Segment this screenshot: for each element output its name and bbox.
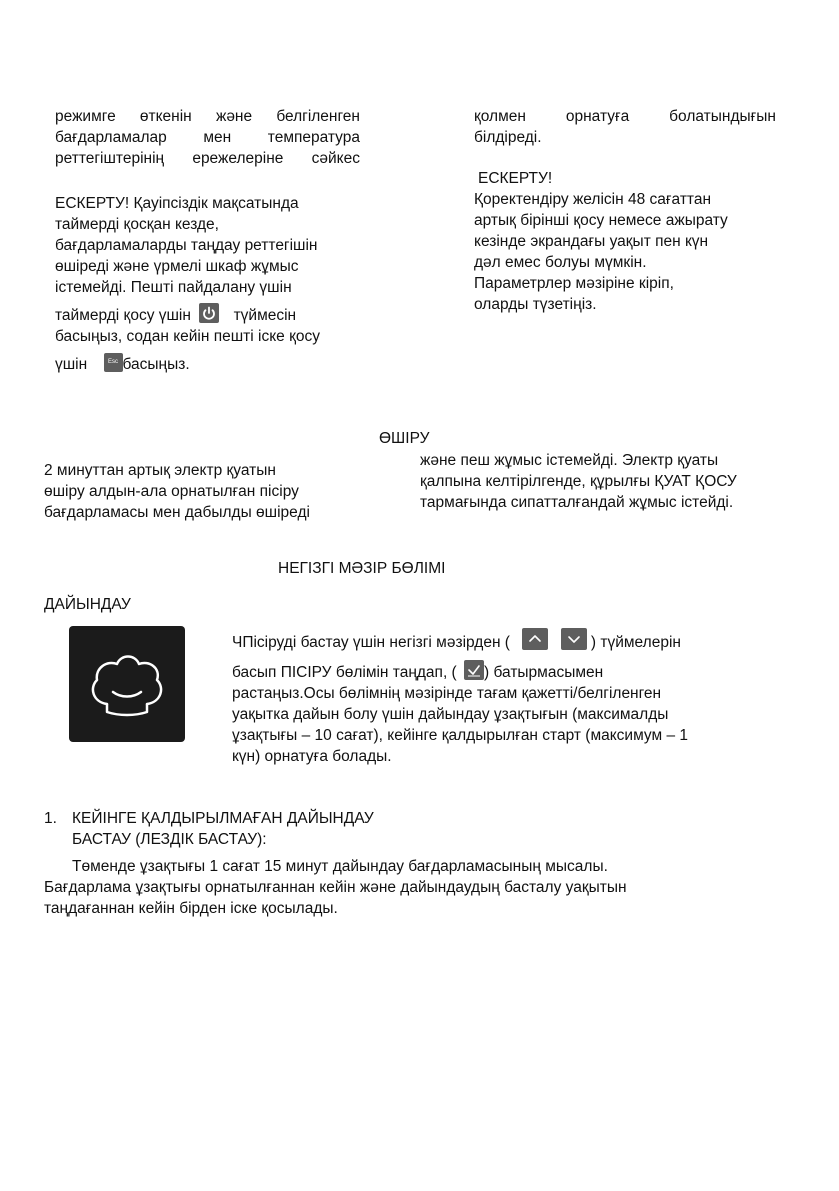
confirm-check-icon: [464, 660, 484, 680]
off-line: бағдарламасы мен дабылды өшіреді: [44, 504, 310, 521]
warning-title: ЕСКЕРТУ!: [478, 170, 553, 187]
warning-text: басыңыз.: [122, 356, 190, 373]
main-menu-title: НЕГІЗГІ МӘЗІР БӨЛІМІ: [278, 560, 446, 577]
warning-line: бағдарламаларды таңдау реттегішін: [55, 237, 318, 254]
off-section-title: ӨШІРУ: [379, 430, 430, 447]
esc-key-label: Esc: [108, 359, 119, 365]
cooking-line-arrows: [232, 628, 792, 653]
cooking-description: [232, 628, 792, 767]
cooking-line-confirm: [232, 660, 792, 683]
warning-line: кезінде экрандағы уақыт пен күн: [474, 233, 709, 250]
instant-start-title-line: КЕЙІНГЕ ҚАЛДЫРЫЛМАҒАН ДАЙЫНДАУ: [72, 810, 374, 827]
instant-start-line: Төменде ұзақтығы 1 сағат 15 минут дайындау бағдарламасының мысалы.: [72, 858, 608, 875]
chef-hat-icon: [69, 626, 185, 742]
warning-line: артық бірінші қосу немесе ажырату: [474, 212, 728, 229]
warning-line: басыңыз, содан кейін пешті іске қосу: [55, 328, 321, 345]
cooking-text: ) түймелерін: [590, 634, 681, 651]
off-line: және пеш жұмыс істемейді. Электр қуаты: [420, 452, 719, 469]
cooking-text: басып ПІСІРУ бөлімін таңдап, (: [232, 664, 457, 681]
warning-line: Параметрлер мәзіріне кіріп,: [474, 275, 674, 292]
warning-text: түймесін: [233, 307, 297, 324]
off-line: тармағында сипатталғандай жұмыс істейді.: [420, 494, 734, 511]
power-warning-paragraph: [474, 168, 794, 315]
left-intro-line: реттегіштерінің ережелеріне сәйкес: [55, 150, 360, 167]
left-intro-line: бағдарламалар мен температура: [55, 129, 360, 146]
right-intro-paragraph: [474, 106, 776, 148]
cooking-text: ЧПісіруді бастау үшін негізгі мәзірден (: [232, 634, 510, 651]
warning-line: дәл емес болуы мүмкін.: [474, 254, 647, 271]
instant-start-title-line: БАСТАУ (ЛЕЗДІК БАСТАУ):: [72, 831, 267, 848]
warning-line: өшіреді және үрмелі шкаф жұмыс: [55, 258, 299, 275]
instant-start-body: [44, 856, 804, 919]
left-intro-paragraph: [55, 106, 360, 169]
off-right-paragraph: [420, 450, 800, 513]
warning-line-esc: [55, 353, 385, 375]
warning-line: оларды түзетіңіз.: [474, 296, 597, 313]
esc-key-icon: [104, 353, 123, 372]
cooking-line: күн) орнатуға болады.: [232, 748, 392, 765]
right-intro-line: білдіреді.: [474, 129, 542, 146]
off-line: 2 минуттан артық электр қуатын: [44, 462, 276, 479]
instant-start-line: Бағдарлама ұзақтығы орнатылғаннан кейін және дайындаудың басталу уақытын: [44, 879, 627, 896]
warning-line: Қоректендіру желісін 48 сағаттан: [474, 191, 712, 208]
instant-start-number: 1.: [44, 810, 57, 827]
cooking-line: растаңыз.Осы бөлімнің мәзірінде тағам қажетті/белгіленген: [232, 685, 662, 702]
cooking-line: ұзақтығы – 10 сағат), кейінге қалдырылған старт (максимум – 1: [232, 727, 689, 744]
warning-line: таймерді қосқан кезде,: [55, 216, 219, 233]
right-intro-line: қолмен орнатуға болатындығын: [474, 108, 776, 125]
warning-line: істемейді. Пешті пайдалану үшін: [55, 279, 292, 296]
timer-warning-paragraph: [55, 193, 385, 375]
cooking-text: ) батырмасымен: [484, 664, 604, 681]
off-line: өшіру алдын-ала орнатылған пісіру: [44, 483, 299, 500]
warning-text: таймерді қосу үшін: [55, 307, 191, 324]
off-left-paragraph: [44, 460, 374, 523]
power-icon: [199, 303, 219, 323]
warning-line: ЕСКЕРТУ! Қауіпсіздік мақсатында: [55, 195, 299, 212]
instant-start-title: [72, 808, 374, 850]
cooking-subtitle: ДАЙЫНДАУ: [44, 596, 131, 613]
instant-start-line: таңдағаннан кейін бірден іске қосылады.: [44, 900, 338, 917]
warning-line-power: [55, 303, 385, 326]
left-intro-line: режимге өткенін және белгіленген: [55, 108, 360, 125]
warning-text: үшін: [55, 356, 88, 373]
chevron-up-icon: [522, 628, 548, 650]
chevron-down-icon: [561, 628, 587, 650]
off-line: қалпына келтірілгенде, құрылғы ҚУАТ ҚОСУ: [420, 473, 737, 490]
cooking-line: уақытка дайын болу үшін дайындау ұзақтығын (максималды: [232, 706, 669, 723]
